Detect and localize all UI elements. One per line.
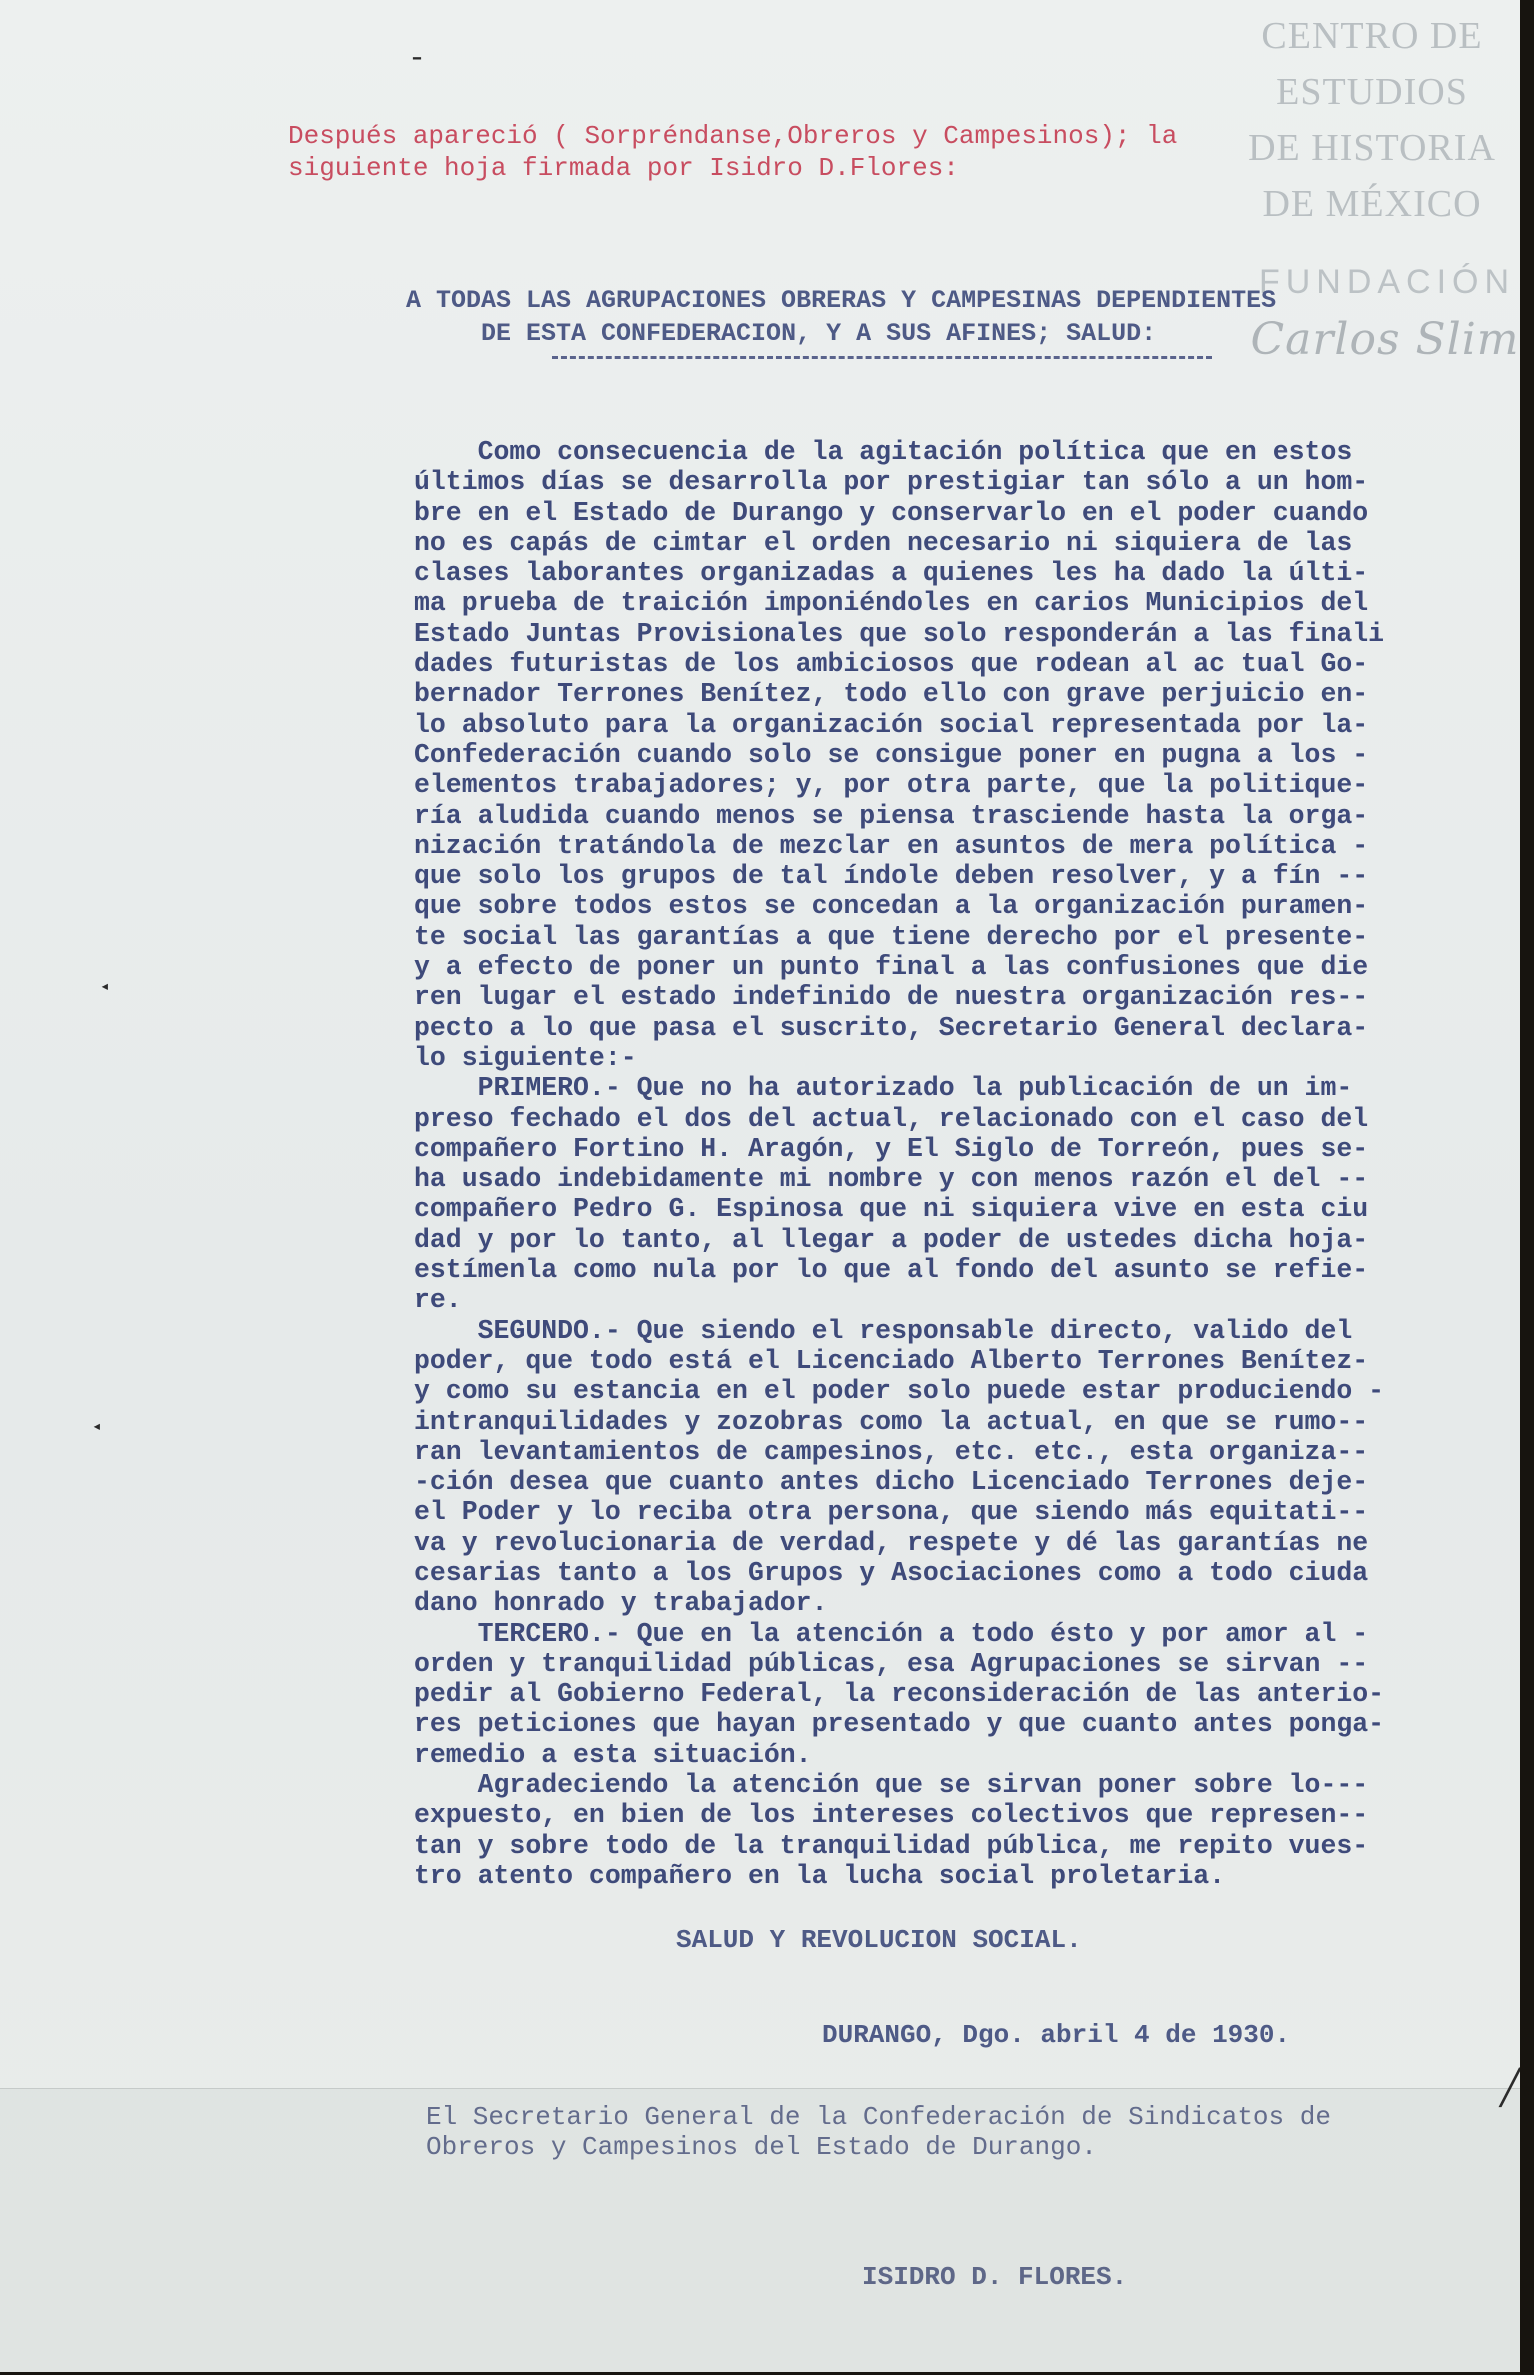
footer-line: El Secretario General de la Confederación de Sindicatos de (426, 2102, 1331, 2132)
body-line: expuesto, en bien de los intereses colectivos que represen-- (414, 1800, 1369, 1831)
body-line: -ción desea que cuanto antes dicho Licenciado Terrones deje- (414, 1467, 1369, 1498)
body-line: Estado Juntas Provisionales que solo responderán a las finali (414, 618, 1385, 649)
intro-note (288, 120, 1338, 184)
margin-dot-mark: ◂ (100, 978, 110, 996)
watermark-fundacion: FUNDACIÓN (1258, 263, 1516, 301)
letter-body (414, 437, 1504, 1891)
intro-line: Después apareció ( Sorpréndanse,Obreros y Campesinos); la (288, 121, 1178, 151)
watermark-line: CENTRO DE (1261, 15, 1483, 57)
watermark-line: DE HISTORIA (1248, 127, 1496, 169)
place-date: DURANGO, Dgo. abril 4 de 1930. (822, 2020, 1291, 2050)
body-line: lo absoluto para la organización social representada por la- (414, 709, 1369, 740)
signer-title (426, 2102, 1516, 2162)
body-line: no es capás de cimtar el orden necesario ni siquiera de las (414, 527, 1353, 558)
body-line: y a efecto de poner un punto final a las confusiones que die (414, 952, 1369, 983)
body-line: bernador Terrones Benítez, todo ello con grave perjuicio en- (414, 679, 1369, 710)
footer-line: Obreros y Campesinos del Estado de Durango. (426, 2132, 1097, 2162)
body-line: nización tratándola de mezclar en asuntos de mera política - (414, 830, 1369, 861)
address-heading (406, 284, 1496, 350)
watermark-line: DE MÉXICO (1262, 183, 1482, 225)
body-line: remedio a esta situación. (414, 1739, 812, 1770)
body-line: dad y por lo tanto, al llegar a poder de ustedes dicha hoja- (414, 1224, 1369, 1255)
body-line: va y revolucionaria de verdad, respete y dé las garantías ne (414, 1527, 1369, 1558)
body-line: que sobre todos estos se concedan a la organización puramen- (414, 891, 1369, 922)
body-line: tro atento compañero en la lucha social proletaria. (414, 1860, 1226, 1891)
body-line: orden y tranquilidad públicas, esa Agrupaciones se sirvan -- (414, 1648, 1369, 1679)
body-line: elementos trabajadores; y, por otra parte, que la politique- (414, 770, 1369, 801)
body-line: Como consecuencia de la agitación política que en estos (414, 437, 1353, 467)
body-line: que solo los grupos de tal índole deben resolver, y a fín -- (414, 861, 1369, 892)
body-line: res peticiones que hayan presentado y que cuanto antes ponga- (414, 1709, 1385, 1740)
body-line: Agradeciendo la atención que se sirvan poner sobre lo--- (414, 1770, 1369, 1801)
heading-underline (552, 356, 1212, 359)
margin-dot-mark: ◂ (92, 1418, 102, 1436)
body-line: compañero Pedro G. Espinosa que ni siquiera vive en esta ciu (414, 1194, 1369, 1225)
body-line: re. (414, 1285, 462, 1316)
corner-mark: ╱ (1500, 2072, 1520, 2110)
body-line: últimos días se desarrolla por prestigiar tan sólo a un hom- (414, 467, 1369, 498)
body-line: pedir al Gobierno Federal, la reconsideración de las anterio- (414, 1679, 1385, 1710)
body-line: lo siguiente:- (414, 1042, 637, 1073)
body-line: dano honrado y trabajador. (414, 1588, 828, 1619)
heading-line: DE ESTA CONFEDERACION, Y A SUS AFINES; SALUD: (481, 319, 1157, 348)
body-line: clases laborantes organizadas a quienes les ha dado la últi- (414, 558, 1369, 589)
watermark-signature: Carlos Slim (1250, 314, 1520, 365)
body-line: dades futuristas de los ambiciosos que rodean al ac tual Go- (414, 649, 1369, 680)
body-line: cesarias tanto a los Grupos y Asociaciones como a todo ciuda (414, 1557, 1369, 1588)
closing-salutation: SALUD Y REVOLUCION SOCIAL. (676, 1925, 1082, 1955)
body-line: compañero Fortino H. Aragón, y El Siglo de Torreón, pues se- (414, 1133, 1369, 1164)
intro-line: siguiente hoja firmada por Isidro D.Flores: (288, 153, 959, 183)
body-line: ría aludida cuando menos se piensa trasciende hasta la orga- (414, 800, 1369, 831)
body-line: y como su estancia en el poder solo puede estar produciendo - (414, 1376, 1385, 1407)
body-line: Confederación cuando solo se consigue poner en pugna a los - (414, 739, 1369, 770)
body-line: ha usado indebidamente mi nombre y con menos razón el del -- (414, 1164, 1369, 1195)
body-line: el Poder y lo reciba otra persona, que siendo más equitati-- (414, 1497, 1369, 1528)
heading-line: A TODAS LAS AGRUPACIONES OBRERAS Y CAMPESINAS DEPENDIENTES (406, 286, 1277, 315)
body-line: TERCERO.- Que en la atención a todo ésto y por amor al - (414, 1618, 1369, 1649)
body-line: estímenla como nula por lo que al fondo del asunto se refie- (414, 1255, 1369, 1286)
body-line: ran levantamientos de campesinos, etc. etc., esta organiza-- (414, 1436, 1369, 1467)
body-line: preso fechado el dos del actual, relacionado con el caso del (414, 1103, 1369, 1134)
body-line: ma prueba de traición imponiéndoles en carios Municipios del (414, 588, 1369, 619)
body-line: bre en el Estado de Durango y conservarlo en el poder cuando (414, 497, 1369, 528)
body-line: pecto a lo que pasa el suscrito, Secretario General declara- (414, 1012, 1369, 1043)
body-line: te social las garantías a que tiene derecho por el presente- (414, 921, 1369, 952)
body-line: PRIMERO.- Que no ha autorizado la publicación de un im- (414, 1073, 1353, 1104)
margin-dash-mark: ‐ (408, 42, 427, 76)
body-line: intranquilidades y zozobras como la actual, en que se rumo-- (414, 1406, 1369, 1437)
watermark-line: ESTUDIOS (1276, 71, 1468, 113)
body-line: poder, que todo está el Licenciado Alberto Terrones Benítez- (414, 1345, 1369, 1376)
signer-name: ISIDRO D. FLORES. (862, 2262, 1128, 2292)
body-line: ren lugar el estado indefinido de nuestra organización res-- (414, 982, 1369, 1013)
body-line: tan y sobre todo de la tranquilidad pública, me repito vues- (414, 1830, 1369, 1861)
body-line: SEGUNDO.- Que siendo el responsable directo, valido del (414, 1315, 1353, 1346)
